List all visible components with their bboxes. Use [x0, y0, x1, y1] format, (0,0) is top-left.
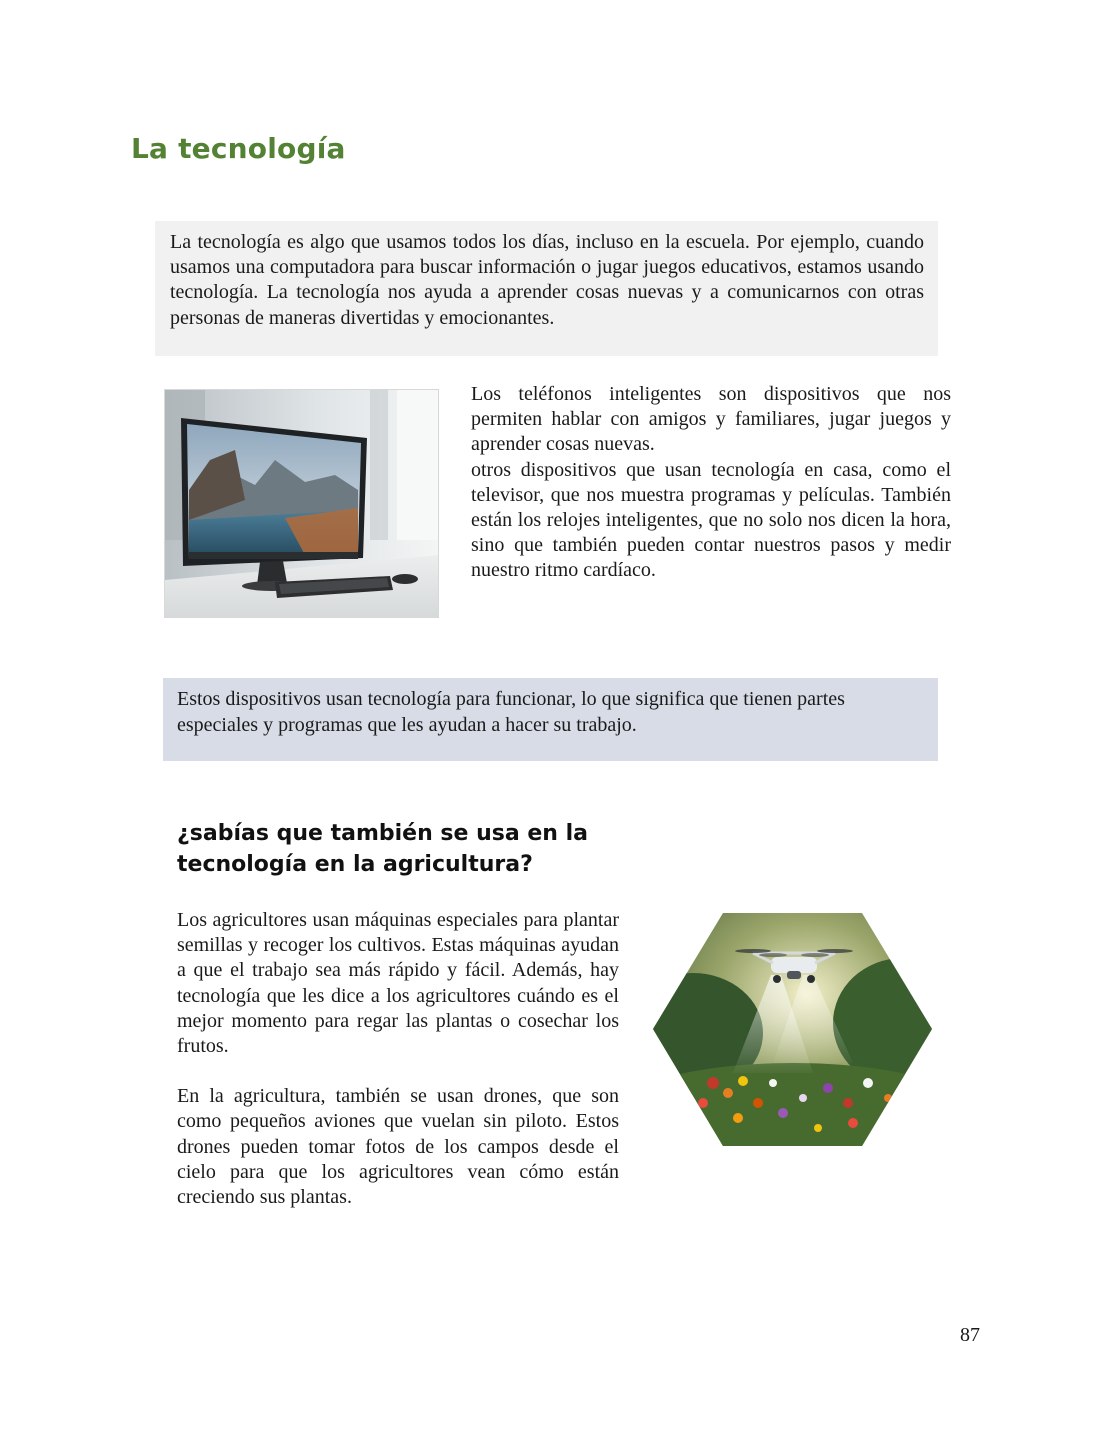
devices-note-box — [163, 678, 938, 761]
devices-text-block — [471, 382, 951, 584]
devices-note-text: Estos dispositivos usan tecnología para funcionar, lo que significa que tienen partes especiales y programas que les ayudan a hacer su trabajo. — [177, 688, 845, 736]
drone-garden-image — [653, 913, 932, 1146]
desktop-computer-image — [164, 389, 439, 618]
phones-text: Los teléfonos inteligentes son dispositivos que nos permiten hablar con amigos y familiares, jugar juegos y aprender cosas nuevas. — [471, 383, 951, 456]
agriculture-subtitle: ¿sabías que también se usa en la tecnología en la agricultura? — [177, 821, 588, 877]
intro-text: La tecnología es algo que usamos todos los días, incluso en la escuela. Por ejemplo, cuando usamos una computadora para buscar información o jugar juegos educativos, estamos usando tecnología. La tecnología nos ayuda a aprender cosas nuevas y a comunicarnos con otras personas de maneras divertidas y emocionantes. — [170, 231, 924, 329]
agriculture-paragraph-2: En la agricultura, también se usan drones, que son como pequeños aviones que vuelan sin piloto. Estos drones pueden tomar fotos de los campos desde el cielo para que los agricultores vean cómo están creciendo sus plantas. — [177, 1085, 619, 1209]
agriculture-text-block — [177, 908, 619, 1210]
page-number: 87 — [960, 1324, 980, 1346]
intro-box — [155, 221, 938, 356]
page-title: La tecnología — [131, 132, 346, 165]
other-devices-text: otros dispositivos que usan tecnología en casa, como el televisor, que nos muestra programas y películas. También están los relojes inteligentes, que no solo nos dicen la hora, sino que también pueden contar nuestros pasos y medir nuestro ritmo cardíaco. — [471, 458, 951, 582]
agriculture-paragraph-1: Los agricultores usan máquinas especiales para plantar semillas y recoger los cultivos. Estas máquinas ayudan a que el trabajo sea más rápido y fácil. Además, hay tecnología que les dice a los agricultores cuándo es el mejor momento para regar las plantas o cosechar los frutos. — [177, 909, 619, 1058]
